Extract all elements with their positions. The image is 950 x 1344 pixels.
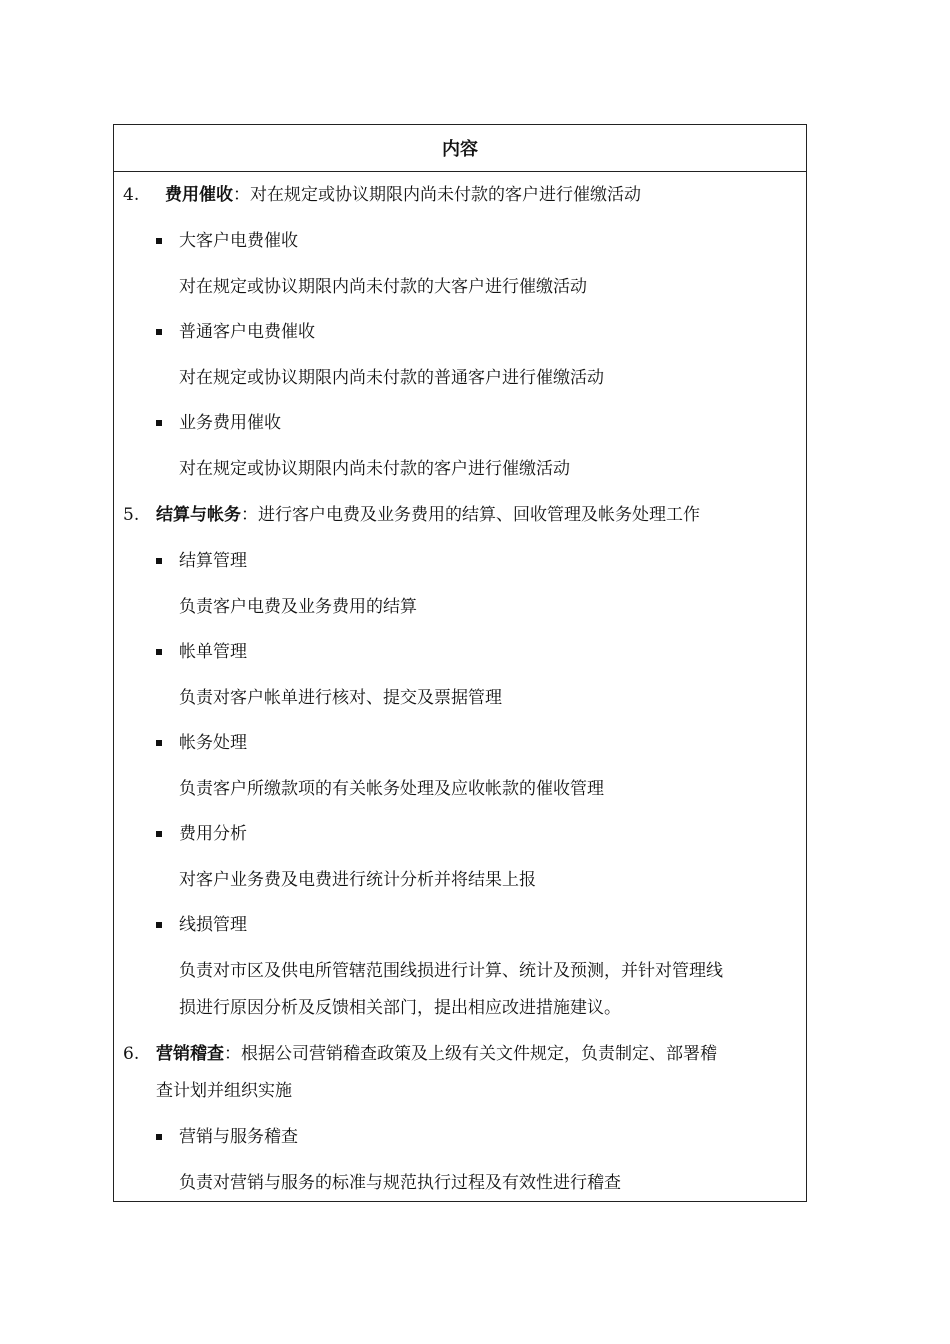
item-desc: 负责客户所缴款项的有关帐务处理及应收帐款的催收管理	[179, 779, 604, 799]
item-desc: 损进行原因分析及反馈相关部门，提出相应改进措施建议。	[179, 998, 621, 1018]
section-desc-continued: 查计划并组织实施	[156, 1081, 292, 1101]
bullet-icon	[156, 329, 162, 335]
section-heading	[156, 1043, 717, 1065]
item-desc: 对在规定或协议期限内尚未付款的客户进行催缴活动	[179, 459, 570, 479]
bullet-icon	[156, 649, 162, 655]
section-number: 5.	[123, 505, 140, 525]
section-title: 营销稽查	[156, 1044, 224, 1064]
item-desc: 对在规定或协议期限内尚未付款的普通客户进行催缴活动	[179, 368, 604, 388]
item-desc: 负责对客户帐单进行核对、提交及票据管理	[179, 688, 502, 708]
bullet-icon	[156, 558, 162, 564]
section-desc: ：进行客户电费及业务费用的结算、回收管理及帐务处理工作	[241, 505, 700, 525]
content-table	[113, 124, 807, 1202]
item-desc: 负责客户电费及业务费用的结算	[179, 597, 417, 617]
item-name: 费用分析	[179, 824, 247, 844]
bullet-icon	[156, 740, 162, 746]
item-name: 业务费用催收	[179, 413, 281, 433]
section-number: 6.	[123, 1044, 140, 1064]
bullet-icon	[156, 238, 162, 244]
section-heading	[156, 504, 700, 526]
section-desc: ：对在规定或协议期限内尚未付款的客户进行催缴活动	[233, 185, 641, 205]
item-desc: 负责对市区及供电所管辖范围线损进行计算、统计及预测，并针对管理线	[179, 961, 723, 981]
item-name: 大客户电费催收	[179, 231, 298, 251]
item-desc: 负责对营销与服务的标准与规范执行过程及有效性进行稽查	[179, 1173, 621, 1193]
item-name: 营销与服务稽查	[179, 1127, 298, 1147]
item-desc: 对客户业务费及电费进行统计分析并将结果上报	[179, 870, 536, 890]
item-desc: 对在规定或协议期限内尚未付款的大客户进行催缴活动	[179, 277, 587, 297]
item-name: 帐务处理	[179, 733, 247, 753]
bullet-icon	[156, 420, 162, 426]
section-desc: ：根据公司营销稽查政策及上级有关文件规定，负责制定、部署稽	[224, 1044, 717, 1064]
bullet-icon	[156, 922, 162, 928]
section-title: 结算与帐务	[156, 505, 241, 525]
item-name: 帐单管理	[179, 642, 247, 662]
item-name: 线损管理	[179, 915, 247, 935]
section-heading	[165, 184, 641, 206]
item-name: 普通客户电费催收	[179, 322, 315, 342]
item-name: 结算管理	[179, 551, 247, 571]
table-header: 内容	[114, 125, 806, 172]
section-number: 4.	[123, 185, 140, 205]
bullet-icon	[156, 831, 162, 837]
bullet-icon	[156, 1134, 162, 1140]
section-title: 费用催收	[165, 185, 233, 205]
